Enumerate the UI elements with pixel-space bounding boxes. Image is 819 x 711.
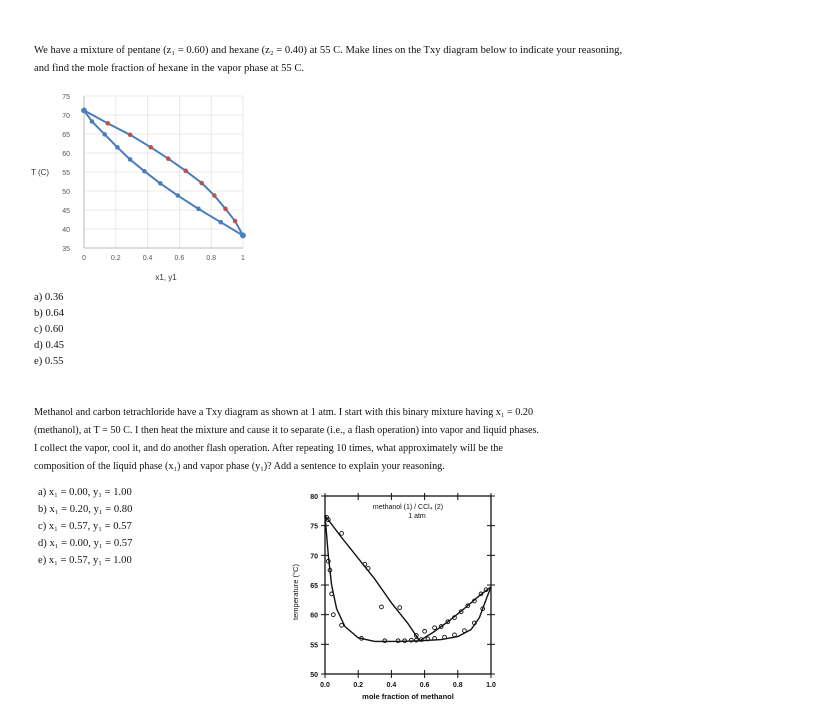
option-b[interactable]: b) x₁ = 0.20, y₁ = 0.80: [38, 504, 133, 515]
option-c[interactable]: c) 0.60: [34, 324, 64, 335]
question2-line: (methanol), at T = 50 C. I then heat the mixture and cause it to separate (i.e., a flash operation) into vapor and liquid phases.: [34, 425, 539, 436]
question2-line: I collect the vapor, cool it, and do another flash operation. After repeating 10 times, what approximately will be the: [34, 443, 503, 454]
chart1-y-tick-label: 65: [62, 132, 70, 139]
liquid-data-point: [340, 623, 344, 627]
dew-point-marker: [199, 181, 204, 186]
vapor-data-point: [340, 531, 344, 535]
bubble-point-marker: [176, 193, 181, 198]
chart2-x-tick-label: 0.6: [419, 682, 430, 689]
vapor-data-point: [380, 605, 384, 609]
dew-curve: [84, 110, 243, 235]
chart1-x-tick-label: 1: [241, 255, 245, 262]
option-d[interactable]: d) 0.45: [34, 340, 65, 351]
chart1-y-axis-label: T (C): [31, 168, 50, 177]
txy-chart-pentane-hexane: [30, 86, 260, 286]
chart2-x-tick-label: 0.4: [386, 682, 397, 689]
chart1-x-axis-label: x1, y1: [155, 273, 177, 282]
option-e[interactable]: e) 0.55: [34, 356, 64, 367]
chart1-x-tick-label: 0.4: [142, 255, 153, 262]
chart1-x-tick-label: 0.6: [174, 255, 185, 262]
liquid-data-point: [331, 613, 335, 617]
option-e[interactable]: e) x₁ = 0.57, y₁ = 1.00: [38, 555, 132, 566]
chart2-y-tick-label: 70: [310, 553, 318, 561]
bubble-point-marker: [102, 132, 107, 137]
option-a[interactable]: a) 0.36: [34, 292, 64, 303]
chart2-frame: [325, 496, 491, 674]
chart1-x-tick-label: 0.8: [206, 255, 217, 262]
chart2-y-tick-label: 80: [310, 494, 318, 501]
chart2-x-tick-label: 1.0: [486, 682, 496, 689]
bubble-point-marker: [218, 220, 223, 225]
chart2-x-tick-label: 0.8: [452, 682, 463, 689]
dew-point-marker: [212, 193, 217, 198]
bubble-point-marker: [128, 157, 133, 162]
chart2-x-tick-label: 0.2: [353, 682, 364, 689]
vapor-data-point: [423, 629, 427, 633]
chart2-title: methanol (1) / CCl₄ (2): [372, 504, 444, 511]
bubble-point-marker: [196, 207, 201, 212]
chart2-y-tick-label: 75: [310, 523, 318, 531]
option-c[interactable]: c) x₁ = 0.57, y₁ = 0.57: [38, 521, 132, 532]
chart2-subtitle: 1 atm: [408, 513, 426, 520]
bubble-point-marker: [90, 119, 95, 124]
dew-point-marker: [81, 108, 87, 114]
chart1-x-tick-label: 0.2: [110, 255, 121, 262]
chart2-y-tick-label: 50: [310, 672, 318, 679]
dew-point-marker: [106, 121, 111, 126]
liquid-data-point: [453, 633, 457, 637]
question2-options: [38, 484, 132, 569]
chart2-y-tick-label: 55: [310, 642, 318, 650]
vapor-data-point: [398, 606, 402, 610]
dew-point-marker: [148, 145, 153, 150]
chart1-y-tick-label: 70: [62, 113, 70, 120]
question2-line: composition of the liquid phase (x₁) and vapor phase (y₁)? Add a sentence to explain your reasoning.: [34, 461, 445, 472]
chart1-y-tick-label: 55: [62, 170, 70, 177]
question2-line: Methanol and carbon tetrachloride have a Txy diagram as shown at 1 atm. I start with this binary mixture having x₁ = 0.20: [34, 407, 534, 418]
chart1-y-tick-label: 75: [62, 94, 70, 101]
chart2-y-tick-label: 60: [310, 612, 318, 620]
dew-point-marker: [128, 132, 133, 137]
question2-text: [34, 404, 607, 476]
chart1-y-tick-label: 60: [62, 151, 70, 158]
liquid-data-point: [463, 629, 467, 633]
chart2-y-tick-label: 65: [310, 583, 318, 590]
dew-point-marker: [240, 233, 246, 239]
txy-chart-methanol-ccl4: [280, 488, 505, 706]
chart1-x-tick-label: 0: [82, 255, 86, 262]
bubble-point-marker: [158, 181, 163, 186]
chart2-y-axis-label: temperature (°C): [291, 564, 300, 620]
question1-text: We have a mixture of pentane (z₁ = 0.60) and hexane (z₂ = 0.40) at 55 C. Make lines on the Txy diagram below to indicate your reasoning, and find the mole fraction of hexane in the vapor phase at 55 C.: [34, 45, 623, 74]
chart2-x-axis-label: mole fraction of methanol: [362, 692, 454, 701]
dew-point-marker: [223, 207, 228, 212]
chart1-y-tick-label: 40: [62, 227, 70, 234]
option-a[interactable]: a) x₁ = 0.00, y₁ = 1.00: [38, 487, 132, 498]
chart1-y-tick-label: 35: [62, 246, 70, 253]
dew-point-marker: [233, 219, 238, 224]
bubble-point-marker: [142, 169, 147, 174]
option-b[interactable]: b) 0.64: [34, 308, 65, 319]
bubble-curve: [84, 110, 243, 235]
chart1-y-tick-label: 45: [62, 208, 70, 215]
option-d[interactable]: d) x₁ = 0.00, y₁ = 0.57: [38, 538, 133, 549]
bubble-point-marker: [115, 145, 120, 150]
dew-point-marker: [166, 156, 171, 161]
chart2-x-tick-label: 0.0: [320, 682, 330, 689]
dew-curve: [325, 516, 491, 641]
vapor-data-point: [433, 626, 437, 630]
question1-options: [34, 290, 64, 370]
chart1-y-tick-label: 50: [62, 189, 70, 196]
dew-point-marker: [183, 169, 188, 174]
